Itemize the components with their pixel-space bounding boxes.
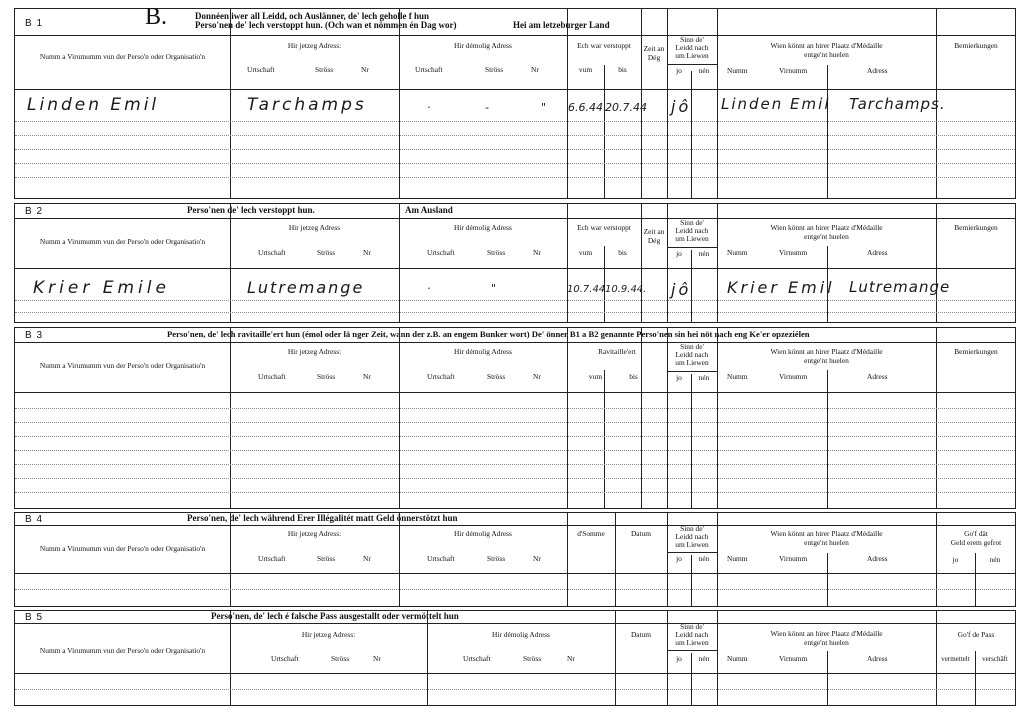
street-header: Ströss [523, 654, 542, 663]
section-title: Perso'nen, de' lech é falsche Pass ausgestallt oder vermöttelt hun [211, 611, 459, 621]
medal-header-line1: Wien könnt an hirer Plaatz d'Médaille [770, 223, 883, 232]
current-address-header: Hir jetzeg Adress: [287, 347, 342, 356]
street-header: Ströss [331, 654, 350, 663]
to-header: bis [629, 372, 638, 381]
entry-hid-from: 6.6.44 [568, 101, 603, 114]
form-letter: B. [145, 4, 168, 30]
locality-header: Urtschaft [258, 554, 286, 563]
street-header: Ströss [317, 248, 336, 257]
yes-header: jo [676, 554, 682, 563]
number-header: Nr [363, 372, 371, 381]
pass-header: Go'f de Pass [957, 630, 995, 639]
locality-header: Urtschaft [415, 65, 443, 74]
locality-header: Urtschaft [427, 248, 455, 257]
yes-header: jo [676, 249, 682, 258]
entry-former-mark: " [541, 101, 547, 114]
section-title-region: Am Ausland [405, 205, 453, 215]
street-header: Ströss [487, 554, 506, 563]
former-address-header: Hir démolig Adress [454, 347, 512, 356]
time-days-header: Zeit an Dég [643, 44, 665, 62]
money-header-line2: Geld erem gefrot [950, 538, 1002, 547]
number-header: Nr [533, 372, 541, 381]
pass-issued-header: vermettelt [941, 655, 970, 663]
street-header: Ströss [487, 372, 506, 381]
street-header: Ströss [317, 554, 336, 563]
number-header: Nr [567, 654, 575, 663]
hid-header: Ech war verstoppt [577, 41, 631, 50]
section-b5 [14, 610, 1016, 706]
current-address-header: Hir jetzeg Adress [288, 223, 341, 232]
entry-sense: jô [671, 280, 692, 299]
supply-header: Ravitaille'ert [598, 347, 636, 356]
section-b2 [14, 203, 1016, 323]
medal-header-line2: entge'nt huelen [804, 50, 849, 59]
date-header: Datum [630, 529, 652, 538]
entry-former-mark: · [427, 282, 431, 295]
section-b1-titlebar [15, 4, 1015, 36]
name-column-header: Numm a Virumumm vun der Perso'n oder Organisatio'n [39, 646, 206, 655]
remarks-header: Bemierkungen [954, 347, 998, 356]
medal-first-name-header: Virnumm [779, 554, 808, 563]
medal-first-name-header: Virnumm [779, 654, 808, 663]
sense-header-line2: Leidd nach [675, 350, 709, 359]
remarks-header: Bemierkungen [954, 223, 998, 232]
name-column-header: Numm a Virumumm vun der Perso'n oder Organisatio'n [39, 544, 206, 553]
street-header: Ströss [315, 65, 334, 74]
entry-medal-address: Tarchamps. [849, 95, 946, 113]
current-address-header: Hir jetzeg Adress: [301, 630, 356, 639]
current-address-header: Hir jetzeg Adress: [287, 529, 342, 538]
locality-header: Urtschaft [258, 372, 286, 381]
money-header-line1: Go'f dät [964, 529, 988, 538]
section-title: Perso'nen, de' lech ravitaille'ert hun (émol oder lä nger Zeit, wann der z.B. an engem Bunker wort) De' önner B1 a B2 genannte Perso'nen sin hei nöt nach eng Ke'er opzeziélen [167, 329, 810, 339]
time-days-header: Zeit an Dég [643, 227, 665, 245]
medal-name-header: Numm [727, 66, 748, 75]
entry-sense: jô [671, 97, 692, 116]
entry-hid-to: 20.7.44 [605, 101, 647, 114]
number-header: Nr [533, 554, 541, 563]
name-column-header: Numm a Virumumm vun der Perso'n oder Organisatio'n [39, 52, 206, 61]
medal-header-line1: Wien könnt an hirer Plaatz d'Médaille [770, 41, 883, 50]
entry-medal-address: Lutremange [849, 278, 951, 296]
section-code: B 5 [25, 612, 44, 623]
sense-header-line3: um Liewen [675, 234, 709, 243]
sense-header-line3: um Liewen [675, 51, 709, 60]
remarks-header: Bemierkungen [954, 41, 998, 50]
medal-first-name-header: Virnumm [779, 248, 808, 257]
from-header: vum [588, 372, 603, 381]
locality-header: Urtschaft [427, 554, 455, 563]
no-header: nén [698, 373, 710, 382]
number-header: Nr [361, 65, 369, 74]
section-title-line1: Donnéen iwer all Leidd, och Auslänner, de' lech geholle f hun [195, 11, 430, 21]
medal-header-line2: entge'nt huelen [804, 232, 849, 241]
section-title: Perso'nen de' lech verstoppt hun. [187, 205, 315, 215]
sense-header-line3: um Liewen [675, 540, 709, 549]
from-header: vum [578, 65, 593, 74]
medal-name-header: Numm [727, 554, 748, 563]
medal-first-name-header: Virnumm [779, 66, 808, 75]
medal-address-header: Adress [867, 372, 888, 381]
medal-address-header: Adress [867, 248, 888, 257]
medal-address-header: Adress [867, 554, 888, 563]
section-code: B 4 [25, 514, 44, 525]
to-header: bis [618, 248, 627, 257]
section-title-line3: Hei am letzeburger Land [513, 20, 610, 30]
to-header: bis [618, 65, 627, 74]
pass-procured-header: verschâft [982, 655, 1008, 663]
medal-header-line2: entge'nt huelen [804, 638, 849, 647]
no-header: nén [698, 554, 710, 563]
entry-former-mark: " [491, 282, 497, 295]
former-address-header: Hir démolig Adress [454, 529, 512, 538]
section-b1 [14, 4, 1016, 199]
entry-current-locality: Lutremange [247, 278, 365, 297]
name-column-header: Numm a Virumumm vun der Perso'n oder Organisatio'n [39, 361, 206, 370]
yes-header: jo [676, 373, 682, 382]
medal-name-header: Numm [727, 654, 748, 663]
street-header: Ströss [485, 65, 504, 74]
number-header: Nr [363, 248, 371, 257]
street-header: Ströss [317, 372, 336, 381]
no-header: nén [698, 654, 710, 663]
sum-header: d'Somme [577, 529, 605, 538]
section-title-line2: Perso'nen de' lech verstoppt hun. (Och wan et nömmen én Dag wor) [195, 20, 457, 30]
locality-header: Urtschaft [463, 654, 491, 663]
hid-header: Ech war verstoppt [577, 223, 631, 232]
sense-header-line1: Sinn de' [680, 524, 704, 533]
section-title: Perso'nen, de' lech während Erer Illégalitét matt Geld önnerstötzt hun [187, 513, 458, 523]
name-column-header: Numm a Virumumm vun der Perso'n oder Organisatio'n [39, 237, 206, 246]
medal-address-header: Adress [867, 654, 888, 663]
entry-hid-to: 10.9.44. [605, 284, 647, 295]
section-b3 [14, 327, 1016, 509]
locality-header: Urtschaft [271, 654, 299, 663]
no-header: nén [698, 249, 710, 258]
sense-header-line1: Sinn de' [680, 218, 704, 227]
section-code: B 1 [25, 18, 44, 29]
street-header: Ströss [487, 248, 506, 257]
current-address-header: Hir jetzeg Adress: [287, 41, 342, 50]
sense-header-line3: um Liewen [675, 638, 709, 647]
medal-address-header: Adress [867, 66, 888, 75]
section-code: B 2 [25, 206, 44, 217]
section-b3-titlebar [15, 328, 1015, 343]
sense-header-line2: Leidd nach [675, 226, 709, 235]
date-header: Datum [630, 630, 652, 639]
medal-header-line1: Wien könnt an hirer Plaatz d'Médaille [770, 629, 883, 638]
entry-current-locality: Tarchamps [247, 95, 367, 115]
locality-header: Urtschaft [427, 372, 455, 381]
medal-first-name-header: Virnumm [779, 372, 808, 381]
sense-header-line1: Sinn de' [680, 35, 704, 44]
sense-header-line1: Sinn de' [680, 622, 704, 631]
number-header: Nr [533, 248, 541, 257]
entry-former-mark: · [427, 101, 431, 114]
locality-header: Urtschaft [258, 248, 286, 257]
section-b2-titlebar [15, 204, 1015, 219]
entry-name: Krier Emile [33, 278, 170, 298]
medal-header-line1: Wien könnt an hirer Plaatz d'Médaille [770, 347, 883, 356]
section-code: B 3 [25, 330, 44, 341]
section-b4 [14, 512, 1016, 607]
medal-header-line1: Wien könnt an hirer Plaatz d'Médaille [770, 529, 883, 538]
no-header: nén [989, 555, 1001, 564]
medal-header-line2: entge'nt huelen [804, 356, 849, 365]
no-header: nén [698, 66, 710, 75]
sense-header-line2: Leidd nach [675, 532, 709, 541]
sense-header-line1: Sinn de' [680, 342, 704, 351]
former-address-header: Hir démolig Adress [492, 630, 550, 639]
former-address-header: Hir démolig Adress [454, 41, 512, 50]
yes-header: jo [676, 654, 682, 663]
from-header: vum [578, 248, 593, 257]
entry-name: Linden Emil [27, 95, 160, 115]
sense-header-line2: Leidd nach [675, 630, 709, 639]
number-header: Nr [373, 654, 381, 663]
entry-hid-from: 10.7.44 [567, 284, 606, 295]
entry-medal-name: Krier Emil [727, 278, 835, 297]
yes-header: jo [952, 555, 959, 564]
medal-header-line2: entge'nt huelen [804, 538, 849, 547]
former-address-header: Hir démolig Adress [454, 223, 512, 232]
sense-header-line3: um Liewen [675, 358, 709, 367]
number-header: Nr [531, 65, 539, 74]
medal-name-header: Numm [727, 248, 748, 257]
yes-header: jo [676, 66, 682, 75]
number-header: Nr [363, 554, 371, 563]
sense-header-line2: Leidd nach [675, 43, 709, 52]
entry-medal-name: Linden Emil [721, 95, 831, 113]
entry-former-mark: - [485, 101, 489, 114]
locality-header: Urtschaft [247, 65, 275, 74]
medal-name-header: Numm [727, 372, 748, 381]
